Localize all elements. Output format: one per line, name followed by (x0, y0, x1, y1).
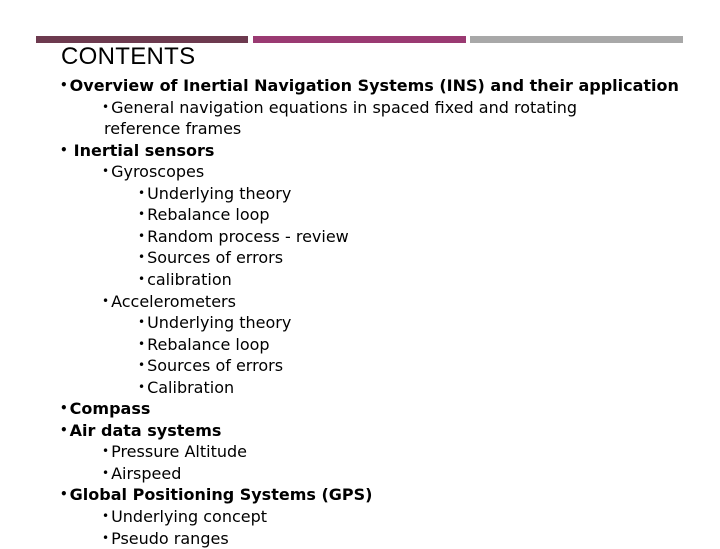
outline-item-text: Pressure Altitude (111, 442, 248, 462)
outline-item-text: Underlying theory (147, 313, 292, 333)
bullet-icon: • (102, 530, 110, 545)
outline-item-level-1 (102, 506, 267, 527)
outline-item-level-2 (138, 226, 349, 247)
bullet-icon: • (138, 336, 146, 351)
bullet-icon: • (102, 465, 110, 480)
bullet-icon: • (138, 271, 146, 286)
outline-item-text: Sources of errors (147, 248, 284, 268)
outline-item-text: Airspeed (111, 463, 182, 483)
bullet-icon: • (102, 164, 110, 179)
outline-item-level-2 (138, 269, 232, 290)
outline-item-text: Gyroscopes (111, 162, 205, 182)
outline-item-level-2 (138, 312, 291, 333)
outline-item-level-0 (60, 484, 372, 505)
outline-item-level-2 (138, 377, 234, 398)
bullet-icon: • (102, 293, 110, 308)
accent-bar-1 (36, 36, 248, 43)
bullet-icon: • (102, 509, 110, 523)
outline-item-text: Random process - review (147, 226, 349, 246)
slide-title: CONTENTS (61, 43, 196, 70)
outline-item-text: Underlying concept (111, 507, 268, 526)
outline-item-text: Sources of errors (147, 356, 284, 376)
outline-item-level-2 (138, 334, 270, 355)
bullet-icon: • (138, 207, 146, 222)
bullet-icon: • (138, 358, 146, 373)
bullet-icon: • (138, 250, 146, 265)
outline-item-text: calibration (147, 269, 232, 289)
outline-item-text: Global Positioning Systems (GPS) (69, 485, 373, 505)
outline-item-text: Calibration (147, 377, 235, 397)
outline-item-level-1 (102, 97, 577, 118)
outline-item-level-1 (102, 441, 247, 462)
bullet-icon: • (138, 315, 146, 330)
outline-item-level-0 (60, 75, 679, 96)
outline-item-text: Inertial sensors (73, 140, 215, 160)
outline-item-level-2 (138, 355, 283, 376)
outline-item-level-2 (138, 247, 283, 268)
bullet-icon: • (60, 78, 68, 92)
outline-item-level-0 (60, 140, 214, 161)
bullet-icon: • (60, 422, 68, 437)
outline-item-level-0 (60, 398, 150, 419)
outline-item-text: Rebalance loop (147, 334, 270, 354)
outline-item-text: Pseudo ranges (111, 528, 229, 548)
bullet-icon: • (102, 444, 110, 459)
outline-item-level-1 (104, 118, 241, 139)
outline-item-level-0 (60, 420, 221, 441)
bullet-icon: • (60, 401, 68, 416)
bullet-icon: • (102, 99, 110, 114)
accent-bar-2 (253, 36, 466, 43)
outline-item-text: reference frames (104, 119, 242, 139)
outline-item-level-2 (138, 204, 270, 225)
bullet-icon: • (138, 379, 146, 394)
outline-item-level-2 (138, 183, 291, 204)
outline-item-text: Compass (69, 399, 151, 419)
bullet-icon: • (138, 185, 146, 200)
outline-item-text: Rebalance loop (147, 205, 270, 225)
outline-item-level-1 (102, 528, 229, 549)
outline-item-level-1 (102, 161, 204, 182)
outline-item-text: Underlying theory (147, 183, 292, 203)
bullet-icon: • (60, 142, 68, 157)
accent-bar-3 (470, 36, 683, 43)
outline-item-level-1 (102, 291, 236, 312)
outline-item-text: Overview of Inertial Navigation Systems (INS) and their application (69, 76, 679, 95)
outline-item-text: Accelerometers (111, 291, 236, 311)
outline-item-text: Air data systems (69, 420, 222, 440)
outline-item-text: General navigation equations in spaced fixed and rotating (111, 97, 578, 117)
bullet-icon: • (138, 228, 146, 243)
outline-item-level-1 (102, 463, 181, 484)
bullet-icon: • (60, 487, 68, 502)
